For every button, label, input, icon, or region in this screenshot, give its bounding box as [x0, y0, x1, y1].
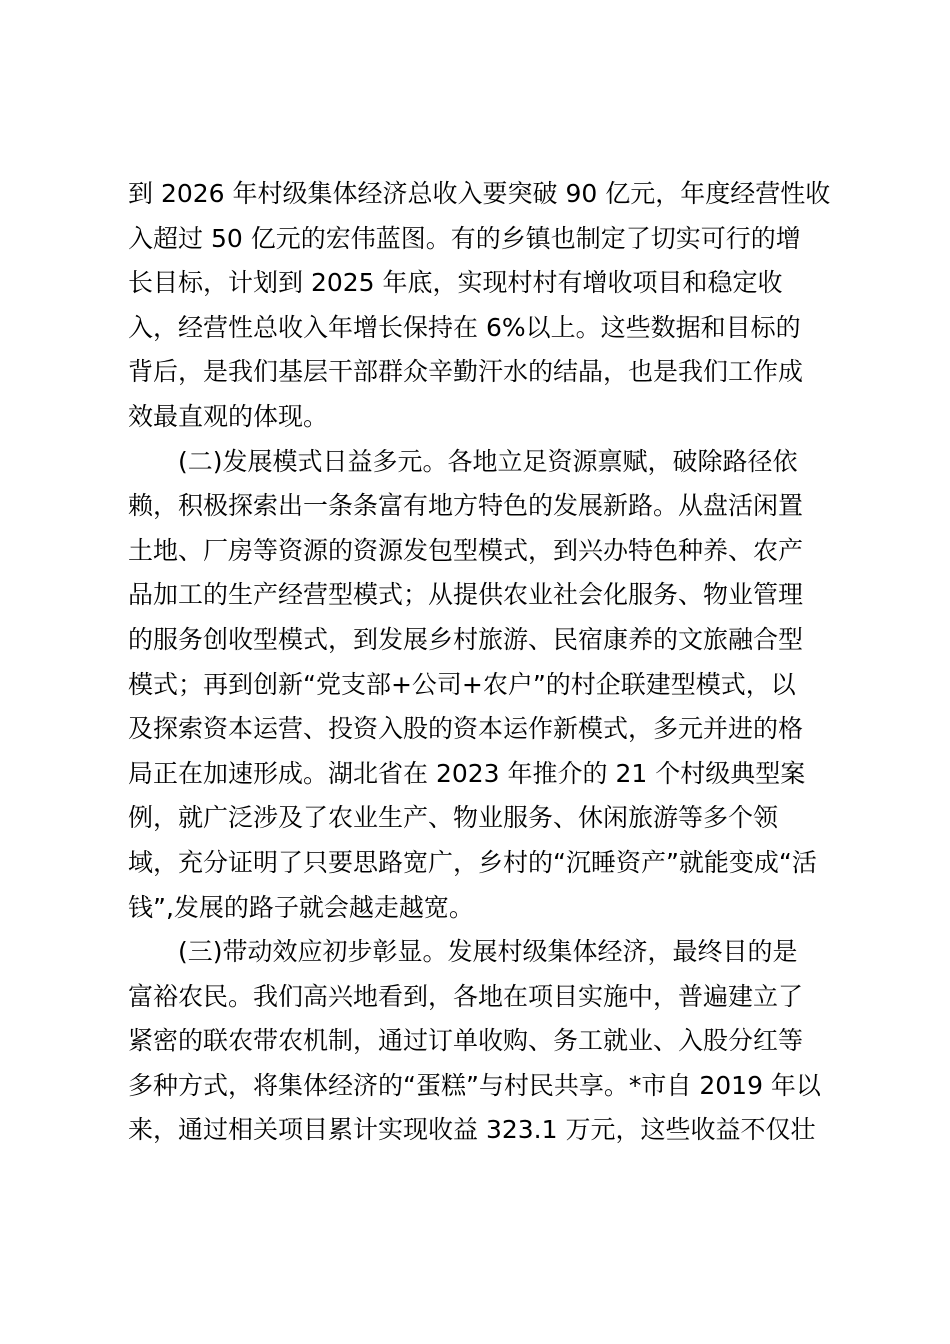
text-line: 及探索资本运营、投资入股的资本运作新模式，多元并进的格	[128, 714, 804, 744]
text-line: 入超过 50 亿元的宏伟蓝图。有的乡镇也制定了切实可行的增	[128, 223, 801, 253]
text-line: 域，充分证明了只要思路宽广，乡村的“沉睡资产”就能变成“活	[128, 847, 817, 877]
paragraph-first-line: (二)发展模式日益多元。各地立足资源禀赋，破除路径依	[178, 446, 798, 476]
text-line: 土地、厂房等资源的资源发包型模式，到兴办特色种养、农产	[128, 535, 804, 565]
text-line: 效最直观的体现。	[128, 401, 329, 431]
text-line: 例，就广泛涉及了农业生产、物业服务、休闲旅游等多个领	[128, 803, 779, 833]
text-line: 钱”,发展的路子就会越走越宽。	[128, 892, 474, 922]
text-line: 的服务创收型模式，到发展乡村旅游、民宿康养的文旅融合型	[128, 624, 804, 654]
text-line: 局正在加速形成。湖北省在 2023 年推介的 21 个村级典型案	[128, 758, 806, 788]
text-line: 品加工的生产经营型模式；从提供农业社会化服务、物业管理	[128, 580, 804, 610]
text-line: 紧密的联农带农机制，通过订单收购、务工就业、入股分红等	[128, 1026, 804, 1056]
text-line: 长目标，计划到 2025 年底，实现村村有增收项目和稳定收	[128, 268, 783, 298]
text-line: 富裕农民。我们高兴地看到，各地在项目实施中，普遍建立了	[128, 981, 804, 1011]
text-line: 入，经营性总收入年增长保持在 6%以上。这些数据和目标的	[128, 312, 801, 342]
paragraph-first-line: (三)带动效应初步彰显。发展村级集体经济，最终目的是	[178, 937, 798, 967]
text-line: 到 2026 年村级集体经济总收入要突破 90 亿元，年度经营性收	[128, 179, 831, 208]
body-text	[128, 172, 831, 1153]
text-line: 模式；再到创新“党支部+公司+农户”的村企联建型模式，以	[128, 669, 796, 699]
text-line: 赖，积极探索出一条条富有地方特色的发展新路。从盘活闲置	[128, 491, 804, 521]
text-line: 背后，是我们基层干部群众辛勤汗水的结晶，也是我们工作成	[128, 357, 804, 387]
text-line: 来，通过相关项目累计实现收益 323.1 万元，这些收益不仅壮	[128, 1115, 816, 1145]
text-line: 多种方式，将集体经济的“蛋糕”与村民共享。*市自 2019 年以	[128, 1070, 821, 1100]
